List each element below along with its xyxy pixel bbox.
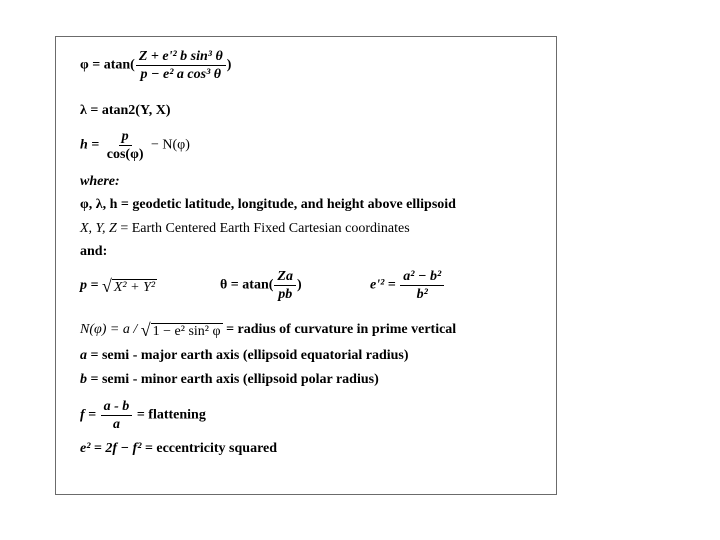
eccentricity-equation — [80, 441, 277, 457]
eccentricity-lhs: e² = 2f − f² = — [80, 441, 153, 456]
flattening-lhs: f = — [80, 407, 97, 423]
ecef-text: = Earth Centered Earth Fixed Cartesian coordinates — [120, 221, 410, 236]
flattening-text: = flattening — [136, 407, 206, 423]
theta-fraction — [274, 269, 296, 302]
flattening-equation — [80, 399, 206, 432]
formula-panel — [55, 36, 557, 495]
latitude-equation — [80, 49, 231, 82]
p-radicand: X² + Y² — [113, 280, 156, 295]
height-rhs: − N(φ) — [151, 137, 190, 153]
flattening-fraction — [101, 399, 133, 432]
geodetic-text: = geodetic latitude, longitude, and height above ellipsoid — [120, 197, 456, 212]
radius-curvature-equation — [80, 321, 456, 339]
second-eccentricity-equation — [370, 269, 445, 302]
longitude-equation: λ = atan2(Y, X) — [80, 103, 171, 118]
second-eccentricity-numerator: a² − b² — [400, 269, 444, 286]
radius-curvature-text: = radius of curvature in prime vertical — [226, 322, 457, 338]
latitude-lhs: φ = atan( — [80, 57, 135, 73]
latitude-numerator: Z + e'² b sin³ θ — [136, 49, 226, 66]
theta-rparen: ) — [296, 277, 302, 293]
theta-numerator: Za — [274, 269, 296, 286]
geodetic-symbols: φ, λ, h — [80, 197, 118, 212]
semi-minor-symbol: b — [80, 372, 87, 387]
theta-equation — [220, 269, 302, 302]
flattening-denominator: a — [112, 417, 120, 432]
height-fraction — [104, 129, 147, 162]
semi-minor-definition — [80, 372, 379, 388]
p-equation — [80, 277, 157, 295]
semi-major-text: = semi - major earth axis (ellipsoid equatorial radius) — [90, 348, 409, 363]
second-eccentricity-denominator: b² — [416, 287, 428, 302]
sqrt-icon: √ — [101, 276, 112, 296]
height-numerator: p — [119, 129, 132, 146]
radius-curvature-lhs: N(φ) = a / — [80, 322, 138, 338]
eccentricity-text: eccentricity squared — [156, 441, 278, 456]
latitude-denominator: p − e² a cos³ θ — [140, 67, 222, 82]
sqrt-icon: √ — [140, 320, 151, 340]
semi-major-definition — [80, 348, 409, 364]
ecef-definition — [80, 221, 410, 237]
where-label: where: — [80, 174, 120, 189]
height-denominator: cos(φ) — [106, 147, 144, 162]
and-label: and: — [80, 244, 108, 259]
theta-denominator: pb — [278, 287, 293, 302]
p-sqrt — [102, 277, 157, 295]
flattening-numerator: a - b — [101, 399, 133, 416]
height-equation — [80, 129, 190, 162]
latitude-fraction — [136, 49, 226, 82]
geodetic-definition — [80, 197, 456, 213]
p-lhs: p = — [80, 278, 99, 294]
theta-lhs: θ = atan( — [220, 277, 274, 293]
radius-curvature-sqrt — [141, 321, 223, 339]
radius-curvature-radicand: 1 − e² sin² φ — [152, 324, 221, 339]
ecef-symbols: X, Y, Z — [80, 221, 117, 236]
latitude-rparen: ) — [226, 57, 232, 73]
semi-major-symbol: a — [80, 348, 87, 363]
second-eccentricity-fraction — [400, 269, 444, 302]
semi-minor-text: = semi - minor earth axis (ellipsoid polar radius) — [90, 372, 379, 387]
second-eccentricity-lhs: e'² = — [370, 277, 396, 293]
height-lhs: h = — [80, 137, 100, 153]
